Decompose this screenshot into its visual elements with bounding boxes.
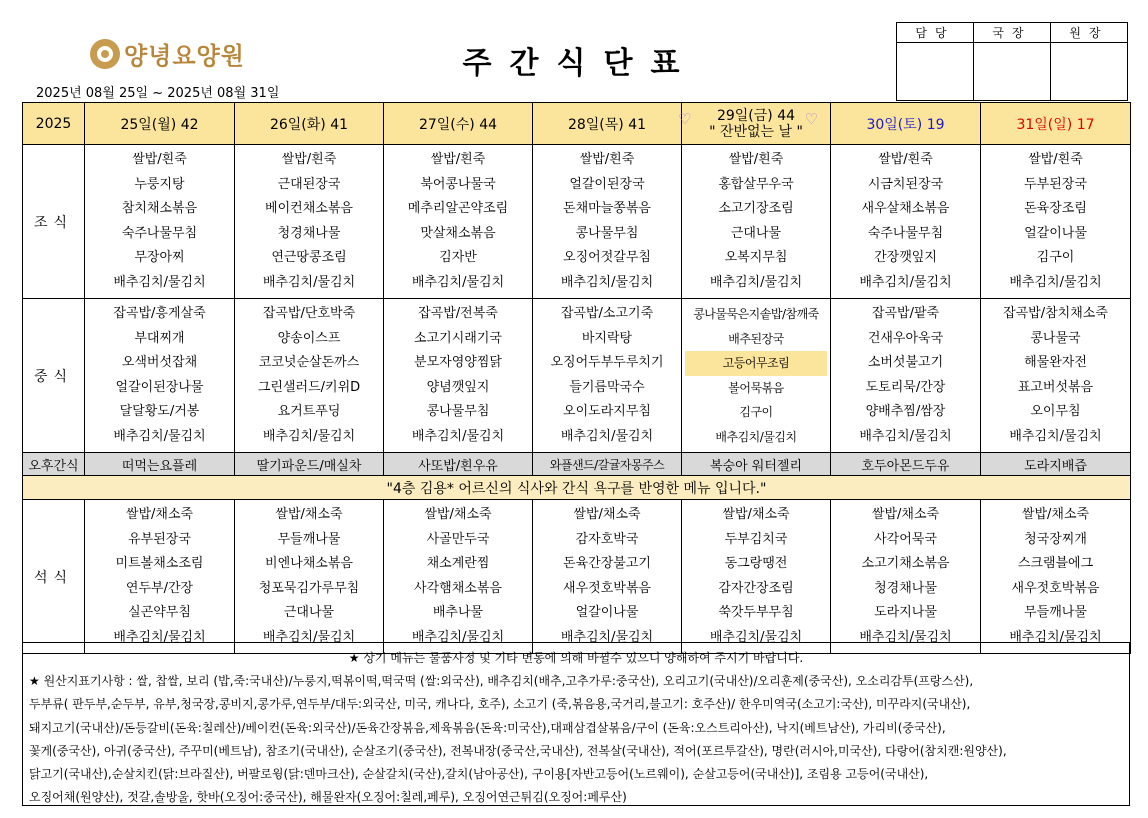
menu-item: 쌀밥/채소죽 bbox=[275, 507, 343, 522]
menu-item: 오징어두부두루치기 bbox=[550, 355, 664, 370]
menu-item: 배추김치/물김치 bbox=[560, 274, 654, 290]
special-request-note: "4층 김용* 어르신의 식사와 간식 욕구를 반영한 메뉴 입니다." bbox=[23, 476, 1131, 500]
approval-label-director: 국장 bbox=[974, 23, 1051, 43]
menu-item: 돈채마늘쫑볶음 bbox=[563, 201, 651, 216]
menu-item: 양송이스프 bbox=[277, 330, 341, 346]
approval-label-head: 원장 bbox=[1051, 23, 1128, 43]
menu-item: 사각어묵국 bbox=[874, 531, 937, 547]
menu-item: 비엔나채소볶음 bbox=[265, 556, 353, 571]
menu-item: 콩나물묵은지솥밥/참깨죽 bbox=[693, 307, 819, 321]
meal-cell bbox=[682, 500, 831, 654]
menu-item: 쌀밥/흰죽 bbox=[1028, 152, 1083, 167]
day-header-sun: 31일(일) 17 bbox=[981, 103, 1131, 145]
meal-cell bbox=[682, 299, 831, 453]
menu-item: 근대나물 bbox=[730, 225, 782, 241]
menu-item: 무장아찌 bbox=[134, 250, 185, 265]
menu-item: 잡곡밥/소고기죽 bbox=[560, 306, 654, 321]
menu-item: 건새우아욱국 bbox=[867, 330, 944, 346]
menu-item: 양배추찜/쌈장 bbox=[865, 404, 946, 419]
heart-icon: ♡ bbox=[804, 110, 818, 128]
meal-cell bbox=[235, 299, 384, 453]
menu-item: 콩나물무침 bbox=[575, 225, 639, 241]
menu-item: 배추김치/물김치 bbox=[411, 274, 505, 290]
menu-item: 잡곡밥/단호박죽 bbox=[262, 306, 356, 321]
meal-cell bbox=[831, 299, 981, 453]
menu-item: 쌀밥/채소죽 bbox=[1021, 507, 1090, 522]
snack-cell: 와플샌드/갈귤자몽주스 bbox=[533, 453, 682, 476]
menu-item: 바지락탕 bbox=[581, 330, 633, 346]
menu-item: 콩나물국 bbox=[1030, 330, 1081, 346]
menu-item: 배추김치/물김치 bbox=[1009, 274, 1102, 290]
menu-item: 김구이 bbox=[739, 405, 773, 419]
day-header-wed: 27일(수) 44 bbox=[384, 103, 533, 145]
snack-cell: 딸기파운드/매실차 bbox=[235, 453, 384, 476]
menu-item: 무들깨나물 bbox=[277, 531, 341, 547]
menu-item: 배추김치/물김치 bbox=[262, 274, 356, 290]
menu-item: 새우젓호박볶음 bbox=[563, 580, 651, 596]
menu-item: 연근땅콩조림 bbox=[271, 250, 347, 265]
approval-label-staff: 담당 bbox=[897, 23, 974, 43]
menu-item: 근대나물 bbox=[283, 605, 335, 620]
breakfast-row bbox=[23, 145, 1131, 299]
menu-item: 배추김치/물김치 bbox=[709, 274, 803, 290]
menu-item: 두부된장국 bbox=[1024, 176, 1087, 192]
menu-item: 쌀밥/흰죽 bbox=[579, 152, 635, 167]
menu-item: 콩나물무침 bbox=[426, 404, 490, 419]
menu-item: 배추김치/물김치 bbox=[709, 629, 803, 645]
row-label-dinner: 석식 bbox=[23, 500, 85, 654]
menu-item: 얼갈이된장국 bbox=[569, 176, 645, 192]
meal-cell bbox=[235, 145, 384, 299]
meal-cell bbox=[85, 299, 235, 453]
row-label-snack: 오후간식 bbox=[23, 453, 85, 476]
menu-item: 도라지나물 bbox=[874, 605, 937, 620]
menu-item: 동그랑땡전 bbox=[724, 556, 788, 571]
menu-item: 무들깨나물 bbox=[1024, 605, 1087, 620]
approval-sign-staff[interactable] bbox=[897, 43, 974, 101]
menu-item: 누룽지탕 bbox=[134, 176, 185, 192]
menu-item: 홍합살무우국 bbox=[718, 176, 794, 192]
menu-item: 배추김치/물김치 bbox=[859, 274, 952, 290]
menu-item: 배추김치/물김치 bbox=[262, 428, 356, 444]
day-header-fri bbox=[678, 103, 831, 145]
snack-cell: 복숭아 워터젤리 bbox=[682, 453, 831, 476]
menu-item: 참치채소볶음 bbox=[121, 201, 198, 216]
menu-item: 두부김치국 bbox=[724, 531, 788, 547]
menu-item: 북어콩나물국 bbox=[420, 176, 496, 192]
menu-item: 배추김치/물김치 bbox=[560, 428, 654, 444]
menu-item: 잡곡밥/팥죽 bbox=[871, 306, 940, 321]
menu-item: 청경채나물 bbox=[874, 580, 937, 596]
menu-item: 소고기시래기국 bbox=[414, 330, 502, 346]
menu-item: 김자반 bbox=[439, 250, 477, 265]
menu-item: 채소계란찜 bbox=[426, 556, 490, 571]
menu-item: 유부된장국 bbox=[128, 531, 191, 547]
menu-item: 사각햄채소볶음 bbox=[414, 580, 502, 596]
row-label-lunch: 중식 bbox=[23, 299, 85, 453]
menu-item: 청국장찌개 bbox=[1024, 531, 1087, 547]
menu-item: 사골만두국 bbox=[426, 531, 490, 547]
menu-item: 새우살채소볶음 bbox=[861, 201, 950, 216]
special-request-row bbox=[23, 476, 1131, 500]
menu-item: 쌀밥/채소죽 bbox=[125, 507, 194, 522]
day-header-fri-label: 29일(금) 44 bbox=[716, 107, 796, 124]
brand-name: 양녕요양원 bbox=[124, 42, 245, 70]
snack-cell: 떠먹는요플레 bbox=[85, 453, 235, 476]
menu-item: 들기름막국수 bbox=[569, 379, 645, 395]
year-cell: 2025 bbox=[23, 103, 85, 145]
menu-item: 도토리묵/간장 bbox=[865, 379, 946, 395]
menu-item: 잡곡밥/참치채소죽 bbox=[1003, 306, 1108, 321]
menu-item: 표고버섯볶음 bbox=[1017, 379, 1094, 395]
menu-item: 돈육장조림 bbox=[1024, 201, 1087, 216]
menu-item: 배추된장국 bbox=[728, 331, 784, 346]
menu-item: 그린샐러드/키위D bbox=[257, 379, 361, 395]
menu-item: 숙주나물무침 bbox=[867, 225, 944, 241]
menu-item: 감자호박국 bbox=[575, 531, 639, 547]
day-header-sat: 30일(토) 19 bbox=[831, 103, 981, 145]
no-leftover-day-note: " 잔반없는 날 " bbox=[709, 123, 803, 140]
menu-item: 배추김치/물김치 bbox=[411, 428, 505, 444]
origin-line: 닭고기(국내산),순살치킨(닭:브라질산), 버팔로윙(닭:덴마크산), 순살갈치(국산),갈치(남아공산), 구이용[자반고등어(노르웨이), 순살고등어(국내산)], 조림용 고등어(국내산), bbox=[29, 767, 929, 782]
meal-cell bbox=[235, 500, 384, 654]
menu-item: 잡곡밥/전복죽 bbox=[418, 306, 498, 321]
menu-item: 쌀밥/흰죽 bbox=[281, 152, 337, 167]
menu-item: 배추김치/물김치 bbox=[113, 428, 206, 444]
menu-item: 쌀밥/흰죽 bbox=[728, 152, 784, 167]
menu-item: 새우젓호박볶음 bbox=[1011, 580, 1100, 596]
meal-cell bbox=[384, 500, 533, 654]
snack-cell: 호두아몬드두유 bbox=[831, 453, 981, 476]
menu-item: 쌀밥/흰죽 bbox=[430, 152, 486, 167]
menu-item: 오이무침 bbox=[1030, 404, 1081, 419]
meal-cell bbox=[85, 145, 235, 299]
menu-item: 근대된장국 bbox=[277, 176, 341, 192]
menu-item: 청포묵김가루무침 bbox=[258, 580, 360, 596]
menu-item: 오징어젓갈무침 bbox=[563, 250, 651, 265]
menu-item: 고등어무조림 bbox=[685, 351, 827, 376]
brand-logo bbox=[90, 36, 245, 71]
menu-item: 쌀밥/채소죽 bbox=[722, 507, 790, 522]
menu-item: 분모자영양찜닭 bbox=[414, 355, 502, 370]
menu-item: 코코넛순살돈까스 bbox=[258, 355, 360, 370]
menu-item: 볼어묵볶음 bbox=[728, 380, 784, 395]
meal-cell bbox=[831, 500, 981, 654]
row-label-breakfast: 조식 bbox=[23, 145, 85, 299]
origin-line: 돼지고기(국내산)/돈등갈비(돈육:칠레산)/베이컨(돈육:외국산)/돈육간장볶음,제육볶음(돈육:미국산),대패삼겹살볶음/구이 (돈육:오스트리아산), 낙지(베트남산), 가리비(중국산), bbox=[29, 720, 946, 735]
day-header-row bbox=[23, 103, 1131, 145]
menu-item: 요거트푸딩 bbox=[277, 404, 341, 419]
menu-item: 잡곡밥/흥게살죽 bbox=[113, 306, 206, 321]
menu-item: 해물완자전 bbox=[1024, 355, 1087, 370]
menu-item: 시금치된장국 bbox=[867, 176, 944, 192]
approval-sign-head[interactable] bbox=[1051, 43, 1128, 101]
menu-item: 쌀밥/채소죽 bbox=[573, 507, 641, 522]
weekly-menu-table bbox=[22, 102, 1131, 654]
menu-item: 감자간장조림 bbox=[718, 580, 794, 596]
menu-item: 소고기장조림 bbox=[718, 201, 794, 216]
menu-item: 청경채나물 bbox=[277, 225, 341, 241]
menu-item: 오색버섯잡채 bbox=[121, 355, 198, 370]
meal-cell bbox=[533, 500, 682, 654]
menu-item: 양념깻잎지 bbox=[426, 379, 490, 395]
meal-cell bbox=[85, 500, 235, 654]
menu-item: 김구이 bbox=[1036, 250, 1075, 265]
meal-cell bbox=[533, 145, 682, 299]
menu-item: 간장깻잎지 bbox=[874, 250, 937, 265]
origin-line: 꽃게(중국산), 아귀(중국산), 주꾸미(베트남), 참조기(국내산), 순살조기(중국산), 전복내장(중국산,국내산), 전복살(국내산), 적어(포르투갈산), 명란(러시아,미국산), 다랑어(참치캔:원양산), bbox=[29, 743, 1007, 758]
menu-item: 소고기채소볶음 bbox=[861, 556, 950, 571]
menu-item: 쌀밥/채소죽 bbox=[424, 507, 492, 522]
menu-item: 소버섯불고기 bbox=[867, 355, 944, 370]
day-header-thu: 28일(목) 41 bbox=[533, 103, 682, 145]
menu-item: 배추김치/물김치 bbox=[113, 274, 206, 290]
menu-item: 숙주나물무침 bbox=[121, 225, 198, 241]
snack-cell: 도라지배즙 bbox=[981, 453, 1131, 476]
menu-item: 얼갈이나물 bbox=[1024, 225, 1087, 241]
menu-item: 배추김치/물김치 bbox=[1009, 428, 1102, 444]
menu-item: 쌀밥/흰죽 bbox=[878, 152, 933, 167]
meal-cell bbox=[981, 299, 1131, 453]
date-range: 2025년 08월 25일 ~ 2025년 08월 31일 bbox=[36, 86, 280, 101]
meal-cell bbox=[533, 299, 682, 453]
menu-item: 배추김치/물김치 bbox=[411, 629, 505, 645]
menu-item: 얼갈이된장나물 bbox=[115, 379, 204, 395]
menu-item: 쌀밥/흰죽 bbox=[132, 152, 187, 167]
menu-item: 배추김치/물김치 bbox=[1009, 629, 1102, 645]
menu-item: 오이도라지무침 bbox=[563, 404, 651, 419]
menu-item: 부대찌개 bbox=[134, 330, 185, 346]
lunch-row bbox=[23, 299, 1131, 453]
menu-item: 쌀밥/채소죽 bbox=[871, 507, 940, 522]
menu-item: 실곤약무침 bbox=[128, 605, 191, 620]
menu-item: 배추나물 bbox=[432, 605, 484, 620]
change-notice: ★ 상기 메뉴는 물품사정 및 기타 변동에 의해 바뀔수 있으니 양해하여 주시기 바랍니다. bbox=[348, 651, 804, 665]
origin-info-box bbox=[22, 642, 1130, 806]
menu-item: 오복지무침 bbox=[724, 250, 788, 265]
menu-item: 배추김치/물김치 bbox=[262, 629, 356, 645]
menu-item: 얼갈이나물 bbox=[575, 605, 639, 620]
menu-item: 배추김치/물김치 bbox=[859, 428, 952, 444]
origin-line: 오징어채(원양산), 젓갈,솔방울, 핫바(오징어:중국산), 해물완자(오징어:칠레,페루), 오징어연근튀김(오징어:페루산) bbox=[29, 790, 627, 805]
menu-item: 배추김치/물김치 bbox=[113, 629, 206, 645]
day-header-mon: 25일(월) 42 bbox=[85, 103, 235, 145]
meal-cell bbox=[384, 145, 533, 299]
day-header-tue: 26일(화) 41 bbox=[235, 103, 384, 145]
meal-cell bbox=[831, 145, 981, 299]
snack-row bbox=[23, 453, 1131, 476]
menu-item: 맛살채소볶음 bbox=[420, 225, 496, 241]
menu-item: 배추김치/물김치 bbox=[560, 629, 654, 645]
menu-item: 달달황도/거봉 bbox=[119, 404, 200, 419]
meal-cell bbox=[981, 145, 1131, 299]
meal-cell bbox=[682, 145, 831, 299]
meal-cell bbox=[981, 500, 1131, 654]
menu-item: 연두부/간장 bbox=[125, 580, 194, 596]
heart-icon: ♡ bbox=[678, 110, 692, 128]
approval-sign-director[interactable] bbox=[974, 43, 1051, 101]
meal-cell bbox=[384, 299, 533, 453]
origin-line: ★ 원산지표기사항 : 쌀, 찹쌀, 보리 (밥,죽:국내산)/누룽지,떡볶이떡,떡국떡 (쌀:외국산), 배추김치(배추,고추가루:중국산), 오리고기(국내산)/오리훈제(중국산), 오소리감투(프랑스산), bbox=[29, 674, 974, 689]
menu-item: 미트볼채소조림 bbox=[115, 556, 204, 571]
snack-cell: 사또밥/흰우유 bbox=[384, 453, 533, 476]
menu-item: 메추리알곤약조림 bbox=[407, 201, 509, 216]
menu-item: 쑥갓두부무침 bbox=[718, 605, 794, 620]
menu-item: 베이컨채소볶음 bbox=[265, 201, 353, 216]
approval-box bbox=[896, 22, 1128, 101]
menu-item: 배추김치/물김치 bbox=[859, 629, 952, 645]
page-title: 주간식단표 bbox=[462, 46, 698, 81]
menu-item: 돈육간장불고기 bbox=[563, 556, 651, 571]
menu-item: 배추김치/물김치 bbox=[715, 429, 797, 444]
dinner-row bbox=[23, 500, 1131, 654]
flower-logo-icon bbox=[90, 39, 120, 69]
origin-line: 두부류( 판두부,순두부, 유부,청국장,콩비지,콩가루,연두부/대두:외국산, 미국, 캐나다, 호주), 소고기 (죽,볶음용,국거리,불고기: 호주산)/ 한우미역국(소고기:국산), 미꾸라지(국내산), bbox=[29, 697, 971, 712]
menu-item: 스크램블에그 bbox=[1017, 556, 1094, 571]
